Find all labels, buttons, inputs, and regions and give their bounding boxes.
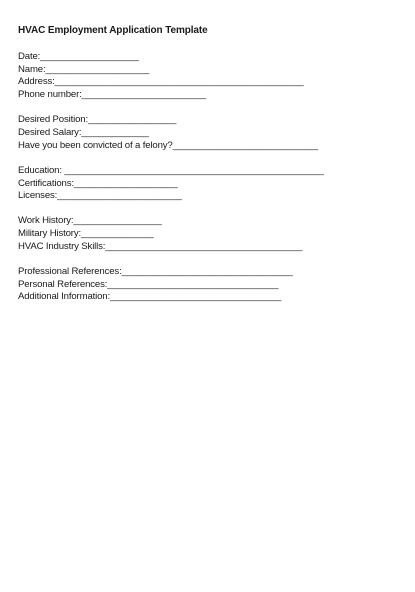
personal-info-section — [18, 51, 398, 102]
position-section — [18, 114, 398, 152]
education-field — [18, 165, 398, 178]
qualifications-section — [18, 165, 398, 203]
desired-salary-field-label: Desired Salary:_____________ — [18, 126, 149, 138]
personal-references-field — [18, 279, 398, 292]
desired-salary-field — [18, 127, 398, 140]
desired-position-field — [18, 114, 398, 127]
professional-references-field — [18, 266, 398, 279]
document-title: HVAC Employment Application Template — [18, 25, 208, 36]
licenses-field — [18, 190, 398, 203]
date-field-label: Date:___________________ — [18, 51, 139, 62]
personal-references-field-label: Personal References:_________________________________ — [18, 278, 279, 290]
name-field-label: Name:____________________ — [18, 63, 150, 75]
phone-number-field-label: Phone number:________________________ — [18, 89, 207, 101]
certifications-field-label: Certifications:____________________ — [18, 177, 178, 189]
felony-question-field — [18, 140, 398, 153]
hvac-skills-field-label: HVAC Industry Skills:______________________________________ — [18, 240, 303, 252]
felony-question-field-label: Have you been convicted of a felony?____________________________ — [18, 139, 318, 151]
additional-information-field — [18, 291, 398, 304]
application-form — [18, 51, 398, 317]
name-field — [18, 64, 398, 77]
additional-information-field-label: Additional Information:_________________________________ — [18, 291, 282, 303]
address-field-label: Address:________________________________________________ — [18, 76, 304, 88]
desired-position-field-label: Desired Position:_________________ — [18, 114, 177, 126]
military-history-field-label: Military History:______________ — [18, 228, 154, 240]
military-history-field — [18, 228, 398, 241]
education-field-label: Education: __________________________________________________ — [18, 164, 324, 176]
work-history-field-label: Work History:_________________ — [18, 215, 162, 227]
professional-references-field-label: Professional References:_________________________________ — [18, 265, 293, 277]
hvac-skills-field — [18, 241, 398, 254]
experience-section — [18, 215, 398, 253]
licenses-field-label: Licenses:________________________ — [18, 190, 182, 202]
certifications-field — [18, 178, 398, 191]
references-section — [18, 266, 398, 304]
date-field — [18, 51, 398, 64]
work-history-field — [18, 215, 398, 228]
address-field — [18, 76, 398, 89]
phone-number-field — [18, 89, 398, 102]
